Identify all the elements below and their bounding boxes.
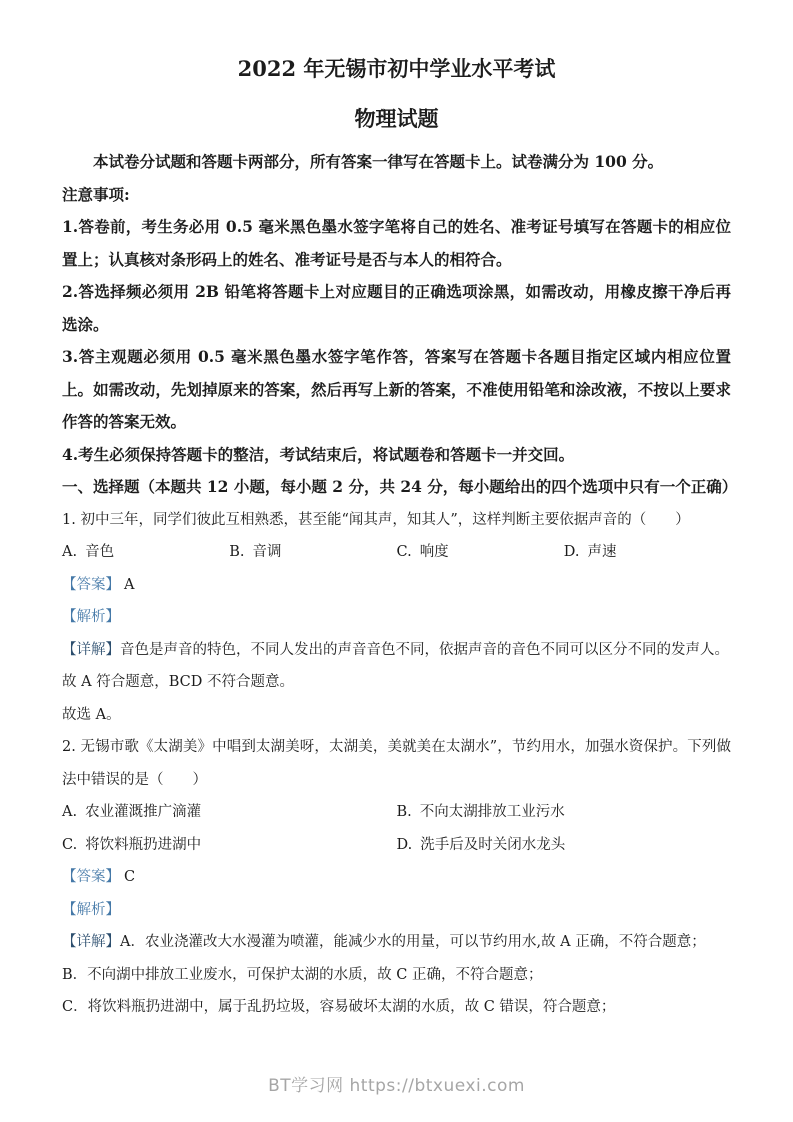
detail-paragraph (62, 634, 731, 667)
detail-text: A．农业浇灌改大水漫灌为喷灌，能减少水的用量，可以节约用水,故 A 正确，不符合题意； (120, 934, 706, 950)
option-text: 农业灌溉推广滴灌 (85, 804, 202, 820)
question-1-stem: 1. 初中三年，同学们彼此互相熟悉，甚至能“闻其声，知其人”，这样判断主要依据声音的（ ） (62, 511, 690, 528)
option-label: A. (62, 804, 78, 820)
option-c (62, 829, 397, 862)
answer-label: 【答案】 (62, 576, 120, 593)
option-d (564, 536, 731, 569)
analysis-line (62, 894, 731, 927)
option-c (397, 536, 564, 569)
notice-item-1: 1.答卷前，考生务必用 0.5 毫米黑色墨水签字笔将自己的姓名、准考证号填写在答题卡的相应位置上；认真核对条形码上的姓名、准考证号是否与本人的相符合。 (62, 217, 731, 269)
detail-paragraph: C．将饮料瓶扔进湖中，属于乱扔垃圾，容易破坏太湖的水质，故 C 错误，符合题意； (62, 999, 616, 1015)
page-title: 2022 年无锡市初中学业水平考试 (237, 56, 556, 81)
answer-value: C (124, 869, 136, 885)
analysis-label: 【解析】 (62, 901, 120, 918)
detail-paragraph (62, 926, 731, 959)
analysis-line (62, 601, 731, 634)
detail-paragraph: 故 A 符合题意，BCD 不符合题意。 (62, 674, 294, 690)
notice-heading: 注意事项: (62, 184, 130, 204)
question-1-options (62, 536, 731, 569)
option-label: B. (229, 544, 245, 560)
option-d (397, 829, 732, 862)
answer-line (62, 861, 731, 894)
exam-statement: 本试卷分试题和答题卡两部分，所有答案一律写在答题卡上。试卷满分为 100 分。 (93, 152, 664, 171)
option-label: D. (396, 836, 413, 853)
option-text: 不向太湖排放工业污水 (419, 804, 565, 820)
option-b (397, 796, 732, 829)
detail-label: 【详解】 (62, 641, 120, 658)
notice-item-3: 3.答主观题必须用 0.5 毫米黑色墨水签字笔作答，答案写在答题卡各题目指定区域内相应位置上。如需改动，先划掉原来的答案，然后再写上新的答案，不准使用铅笔和涂改液，不按以上要求作答的答案无效。 (62, 347, 731, 431)
detail-text: 音色是声音的特色，不同人发出的声音音色不同，依据声音的音色不同可以区分不同的发声人。 (120, 641, 729, 658)
answer-value: A (124, 576, 135, 593)
detail-paragraph: B．不向湖中排放工业废水，可保护太湖的水质，故 C 正确，不符合题意； (62, 966, 543, 983)
option-label: B. (396, 804, 412, 820)
notice-item-2: 2.答选择频必须用 2B 铅笔将答题卡上对应题目的正确选项涂黑，如需改动，用橡皮擦干净后再选涂。 (62, 282, 731, 334)
question-1 (62, 504, 731, 732)
detail-paragraph: 故选 A。 (62, 706, 121, 723)
question-2-stem: 2. 无锡市歌《太湖美》中唱到太湖美呀，太湖美，美就美在太湖水”，节约用水，加强水资保护。下列做法中错误的是（ ） (62, 739, 731, 788)
option-text: 音调 (252, 544, 282, 560)
option-label: A. (62, 544, 78, 560)
option-text: 声速 (587, 544, 617, 560)
option-text: 音色 (85, 544, 115, 560)
question-2 (62, 731, 731, 1024)
option-a (62, 796, 397, 829)
option-text: 将饮料瓶扔进湖中 (85, 836, 202, 853)
option-text: 响度 (419, 544, 449, 560)
option-label: C. (396, 544, 412, 560)
option-text: 洗手后及时关闭水龙头 (420, 836, 566, 853)
question-2-options (62, 796, 731, 861)
section-heading-choice: 一、选择题（本题共 12 小题，每小题 2 分，共 24 分，每小题给出的四个选项中只有一个正确） (62, 477, 738, 496)
answer-line (62, 569, 731, 602)
analysis-label: 【解析】 (62, 609, 120, 625)
detail-label: 【详解】 (62, 934, 120, 950)
option-b (229, 536, 396, 569)
option-label: D. (563, 544, 580, 560)
notice-item-4: 4.考生必须保持答题卡的整洁，考试结束后，将试题卷和答题卡一并交回。 (62, 444, 575, 464)
option-a (62, 536, 229, 569)
footer-watermark: BT学习网 https://btxuexi.com (268, 1076, 525, 1096)
page-subtitle: 物理试题 (354, 106, 439, 131)
option-label: C. (62, 836, 78, 853)
answer-label: 【答案】 (62, 869, 120, 885)
